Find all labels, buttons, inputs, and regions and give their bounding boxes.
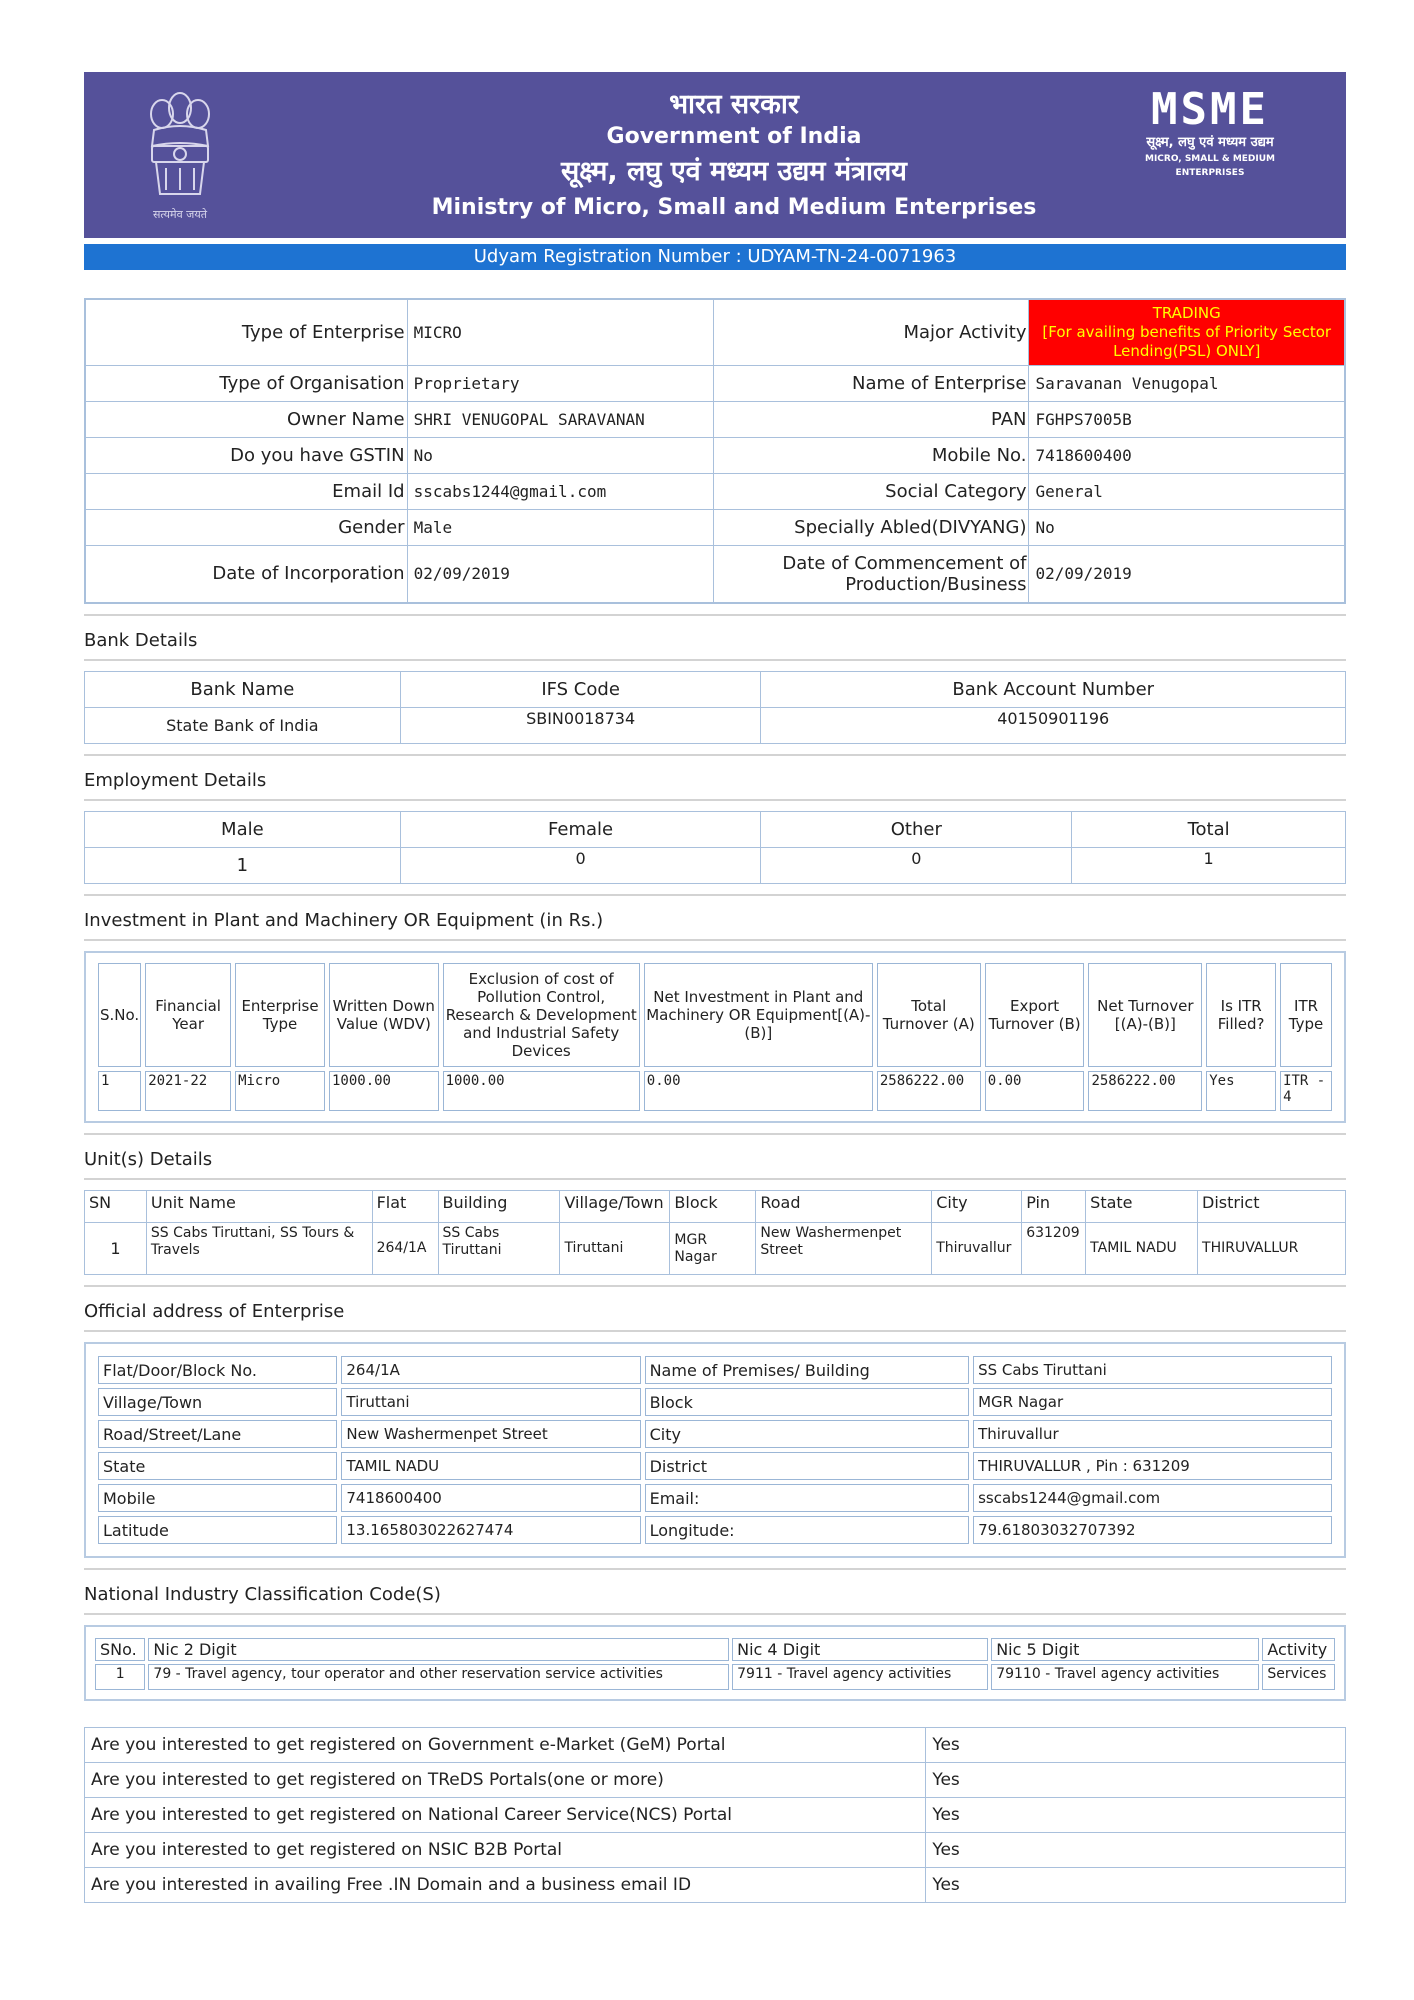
- official-address-wrapper: [84, 1342, 1346, 1558]
- pan-label: PAN: [714, 401, 1029, 437]
- inv-cell-wdv: 1000.00: [329, 1071, 439, 1111]
- addr-value-block: MGR Nagar: [973, 1388, 1332, 1416]
- addr-value-flat: 264/1A: [341, 1356, 640, 1384]
- msme-english: MICRO, SMALL & MEDIUM ENTERPRISES: [1144, 154, 1276, 178]
- owner-value: SHRI VENUGOPAL SARAVANAN: [407, 401, 714, 437]
- inv-cell-type: Micro: [235, 1071, 325, 1111]
- nic-cell-5digit: 79110 - Travel agency activities: [991, 1664, 1259, 1690]
- inv-header-itr-type: ITR Type: [1280, 963, 1332, 1067]
- domain-answer: Yes: [926, 1868, 1346, 1903]
- addr-value-premises: SS Cabs Tiruttani: [973, 1356, 1332, 1384]
- inv-header-year: Financial Year: [145, 963, 231, 1067]
- unit-header-sn: SN: [85, 1191, 147, 1223]
- social-category-value: General: [1029, 473, 1345, 509]
- hindi-ministry-title: सूक्ष्म, लघु एवं मध्यम उद्यम मंत्रालय: [561, 156, 907, 187]
- inv-header-total-turnover: Total Turnover (A): [877, 963, 981, 1067]
- bank-name-value: State Bank of India: [85, 708, 401, 744]
- unit-details-table: [84, 1190, 1346, 1275]
- mobile-value: 7418600400: [1029, 437, 1345, 473]
- unit-cell-name: SS Cabs Tiruttani, SS Tours & Travels: [146, 1223, 372, 1275]
- employment-details-heading: Employment Details: [84, 754, 1346, 799]
- unit-cell-pin: 631209: [1022, 1223, 1086, 1275]
- unit-cell-district: THIRUVALLUR: [1198, 1223, 1346, 1275]
- addr-value-longitude: 79.61803032707392: [973, 1516, 1332, 1544]
- inv-header-sno: S.No.: [98, 963, 141, 1067]
- unit-cell-sn: 1: [85, 1223, 147, 1275]
- addr-value-city: Thiruvallur: [973, 1420, 1332, 1448]
- addr-value-road: New Washermenpet Street: [341, 1420, 640, 1448]
- banner-titles: [384, 72, 1084, 224]
- inv-header-exclusion: Exclusion of cost of Pollution Control, Research & Development and Industrial Safety Devices: [443, 963, 640, 1067]
- gov-title: Government of India: [606, 124, 862, 149]
- msme-logo: [1110, 86, 1310, 180]
- inv-header-itr-filled: Is ITR Filled?: [1206, 963, 1276, 1067]
- unit-cell-city: Thiruvallur: [932, 1223, 1022, 1275]
- pan-value: FGHPS7005B: [1029, 401, 1345, 437]
- treds-answer: Yes: [926, 1763, 1346, 1798]
- major-activity-type: TRADING: [1152, 303, 1221, 322]
- major-activity-value: [1029, 299, 1345, 365]
- ncs-question: Are you interested to get registered on National Career Service(NCS) Portal: [85, 1798, 926, 1833]
- unit-header-district: District: [1198, 1191, 1346, 1223]
- unit-header-pin: Pin: [1022, 1191, 1086, 1223]
- nic-header-sno: SNo.: [95, 1638, 145, 1661]
- nsic-answer: Yes: [926, 1833, 1346, 1868]
- unit-header-road: Road: [756, 1191, 932, 1223]
- incorporation-date-label: Date of Incorporation: [85, 545, 407, 603]
- addr-value-latitude: 13.165803022627474: [341, 1516, 640, 1544]
- addr-value-email: sscabs1244@gmail.com: [973, 1484, 1332, 1512]
- social-category-label: Social Category: [714, 473, 1029, 509]
- investment-heading: Investment in Plant and Machinery OR Equipment (in Rs.): [84, 894, 1346, 939]
- addr-label-premises: Name of Premises/ Building: [645, 1356, 969, 1384]
- gem-answer: Yes: [926, 1728, 1346, 1763]
- commencement-date-label: Date of Commencement of Production/Business: [714, 545, 1029, 603]
- inv-cell-exclusion: 1000.00: [443, 1071, 640, 1111]
- inv-cell-net-turnover: 2586222.00: [1088, 1071, 1202, 1111]
- ncs-answer: Yes: [926, 1798, 1346, 1833]
- nic-header-activity: Activity: [1262, 1638, 1335, 1661]
- registration-number: Udyam Registration Number : UDYAM-TN-24-0071963: [84, 244, 1346, 270]
- hindi-gov-title: भारत सरकार: [669, 89, 799, 120]
- unit-header-village: Village/Town: [560, 1191, 670, 1223]
- unit-details-heading: Unit(s) Details: [84, 1133, 1346, 1178]
- addr-value-village: Tiruttani: [341, 1388, 640, 1416]
- unit-cell-building: SS Cabs Tiruttani: [438, 1223, 560, 1275]
- inv-header-wdv: Written Down Value (WDV): [329, 963, 439, 1067]
- email-label: Email Id: [85, 473, 407, 509]
- unit-cell-flat: 264/1A: [372, 1223, 438, 1275]
- male-count: 1: [85, 848, 401, 884]
- domain-question: Are you interested in availing Free .IN Domain and a business email ID: [85, 1868, 926, 1903]
- female-count: 0: [400, 848, 761, 884]
- inv-header-export-turnover: Export Turnover (B): [985, 963, 1085, 1067]
- unit-cell-village: Tiruttani: [560, 1223, 670, 1275]
- addr-label-latitude: Latitude: [98, 1516, 337, 1544]
- bank-details-heading: Bank Details: [84, 614, 1346, 659]
- gstin-label: Do you have GSTIN: [85, 437, 407, 473]
- portal-interest-table: [84, 1727, 1346, 1903]
- investment-table-wrapper: [84, 951, 1346, 1123]
- commencement-date-value: 02/09/2019: [1029, 545, 1345, 603]
- type-of-enterprise-label: Type of Enterprise: [85, 299, 407, 365]
- total-count: 1: [1072, 848, 1346, 884]
- enterprise-info-table: [84, 298, 1346, 604]
- ifs-code-value: SBIN0018734: [400, 708, 761, 744]
- addr-value-mobile: 7418600400: [341, 1484, 640, 1512]
- official-address-heading: Official address of Enterprise: [84, 1285, 1346, 1330]
- nic-header-5digit: Nic 5 Digit: [991, 1638, 1259, 1661]
- inv-cell-net-investment: 0.00: [644, 1071, 873, 1111]
- inv-cell-total-turnover: 2586222.00: [877, 1071, 981, 1111]
- unit-header-block: Block: [670, 1191, 756, 1223]
- nic-header-4digit: Nic 4 Digit: [732, 1638, 988, 1661]
- major-activity-note: [For availing benefits of Priority Sector Lending(PSL) ONLY]: [1042, 322, 1332, 360]
- svg-text:सत्यमेव जयते: सत्यमेव जयते: [152, 208, 208, 221]
- nsic-question: Are you interested to get registered on NSIC B2B Portal: [85, 1833, 926, 1868]
- addr-label-road: Road/Street/Lane: [98, 1420, 337, 1448]
- addr-label-city: City: [645, 1420, 969, 1448]
- addr-label-email: Email:: [645, 1484, 969, 1512]
- unit-cell-state: TAMIL NADU: [1086, 1223, 1198, 1275]
- addr-value-district: THIRUVALLUR , Pin : 631209: [973, 1452, 1332, 1480]
- other-count: 0: [761, 848, 1072, 884]
- type-of-org-value: Proprietary: [407, 365, 714, 401]
- inv-header-type: Enterprise Type: [235, 963, 325, 1067]
- nic-header-2digit: Nic 2 Digit: [148, 1638, 729, 1661]
- name-of-enterprise-label: Name of Enterprise: [714, 365, 1029, 401]
- unit-header-name: Unit Name: [146, 1191, 372, 1223]
- total-header: Total: [1072, 812, 1346, 848]
- account-number-header: Bank Account Number: [761, 672, 1346, 708]
- investment-table: [94, 959, 1336, 1115]
- inv-header-net-turnover: Net Turnover [(A)-(B)]: [1088, 963, 1202, 1067]
- msme-hindi: सूक्ष्म, लघु एवं मध्यम उद्यम: [1146, 135, 1274, 150]
- certificate: [84, 72, 1346, 1903]
- treds-question: Are you interested to get registered on TReDS Portals(one or more): [85, 1763, 926, 1798]
- incorporation-date-value: 02/09/2019: [407, 545, 714, 603]
- addr-value-state: TAMIL NADU: [341, 1452, 640, 1480]
- addr-label-state: State: [98, 1452, 337, 1480]
- nic-table: [92, 1635, 1338, 1693]
- major-activity-label: Major Activity: [714, 299, 1029, 365]
- ministry-title: Ministry of Micro, Small and Medium Enterprises: [431, 195, 1037, 220]
- unit-cell-block: MGR Nagar: [670, 1223, 756, 1275]
- gem-question: Are you interested to get registered on Government e-Market (GeM) Portal: [85, 1728, 926, 1763]
- addr-label-longitude: Longitude:: [645, 1516, 969, 1544]
- mobile-label: Mobile No.: [714, 437, 1029, 473]
- male-header: Male: [85, 812, 401, 848]
- nic-cell-sno: 1: [95, 1664, 145, 1690]
- unit-header-state: State: [1086, 1191, 1198, 1223]
- employment-details-table: [84, 811, 1346, 884]
- nic-heading: National Industry Classification Code(S): [84, 1568, 1346, 1613]
- divyang-label: Specially Abled(DIVYANG): [714, 509, 1029, 545]
- inv-cell-year: 2021-22: [145, 1071, 231, 1111]
- national-emblem-icon: [132, 86, 228, 226]
- inv-header-net-investment: Net Investment in Plant and Machinery OR Equipment[(A)-(B)]: [644, 963, 873, 1067]
- nic-cell-activity: Services: [1262, 1664, 1335, 1690]
- addr-label-district: District: [645, 1452, 969, 1480]
- gender-label: Gender: [85, 509, 407, 545]
- inv-cell-itr-type: ITR - 4: [1280, 1071, 1332, 1111]
- bank-name-header: Bank Name: [85, 672, 401, 708]
- ifs-code-header: IFS Code: [400, 672, 761, 708]
- type-of-org-label: Type of Organisation: [85, 365, 407, 401]
- inv-cell-sno: 1: [98, 1071, 141, 1111]
- unit-header-flat: Flat: [372, 1191, 438, 1223]
- bank-details-table: [84, 671, 1346, 744]
- unit-cell-road: New Washermenpet Street: [756, 1223, 932, 1275]
- nic-cell-2digit: 79 - Travel agency, tour operator and other reservation service activities: [148, 1664, 729, 1690]
- addr-label-block: Block: [645, 1388, 969, 1416]
- addr-label-flat: Flat/Door/Block No.: [98, 1356, 337, 1384]
- account-number-value: 40150901196: [761, 708, 1346, 744]
- official-address-table: [94, 1352, 1336, 1548]
- inv-cell-export-turnover: 0.00: [985, 1071, 1085, 1111]
- unit-header-building: Building: [438, 1191, 560, 1223]
- type-of-enterprise-value: MICRO: [407, 299, 714, 365]
- name-of-enterprise-value: Saravanan Venugopal: [1029, 365, 1345, 401]
- nic-cell-4digit: 7911 - Travel agency activities: [732, 1664, 988, 1690]
- addr-label-mobile: Mobile: [98, 1484, 337, 1512]
- addr-label-village: Village/Town: [98, 1388, 337, 1416]
- female-header: Female: [400, 812, 761, 848]
- header-banner: [84, 72, 1346, 238]
- owner-label: Owner Name: [85, 401, 407, 437]
- other-header: Other: [761, 812, 1072, 848]
- nic-table-wrapper: [84, 1625, 1346, 1701]
- divyang-value: No: [1029, 509, 1345, 545]
- unit-header-city: City: [932, 1191, 1022, 1223]
- msme-logo-text: MSME: [1151, 84, 1269, 135]
- email-value: sscabs1244@gmail.com: [407, 473, 714, 509]
- gstin-value: No: [407, 437, 714, 473]
- gender-value: Male: [407, 509, 714, 545]
- inv-cell-itr-filled: Yes: [1206, 1071, 1276, 1111]
